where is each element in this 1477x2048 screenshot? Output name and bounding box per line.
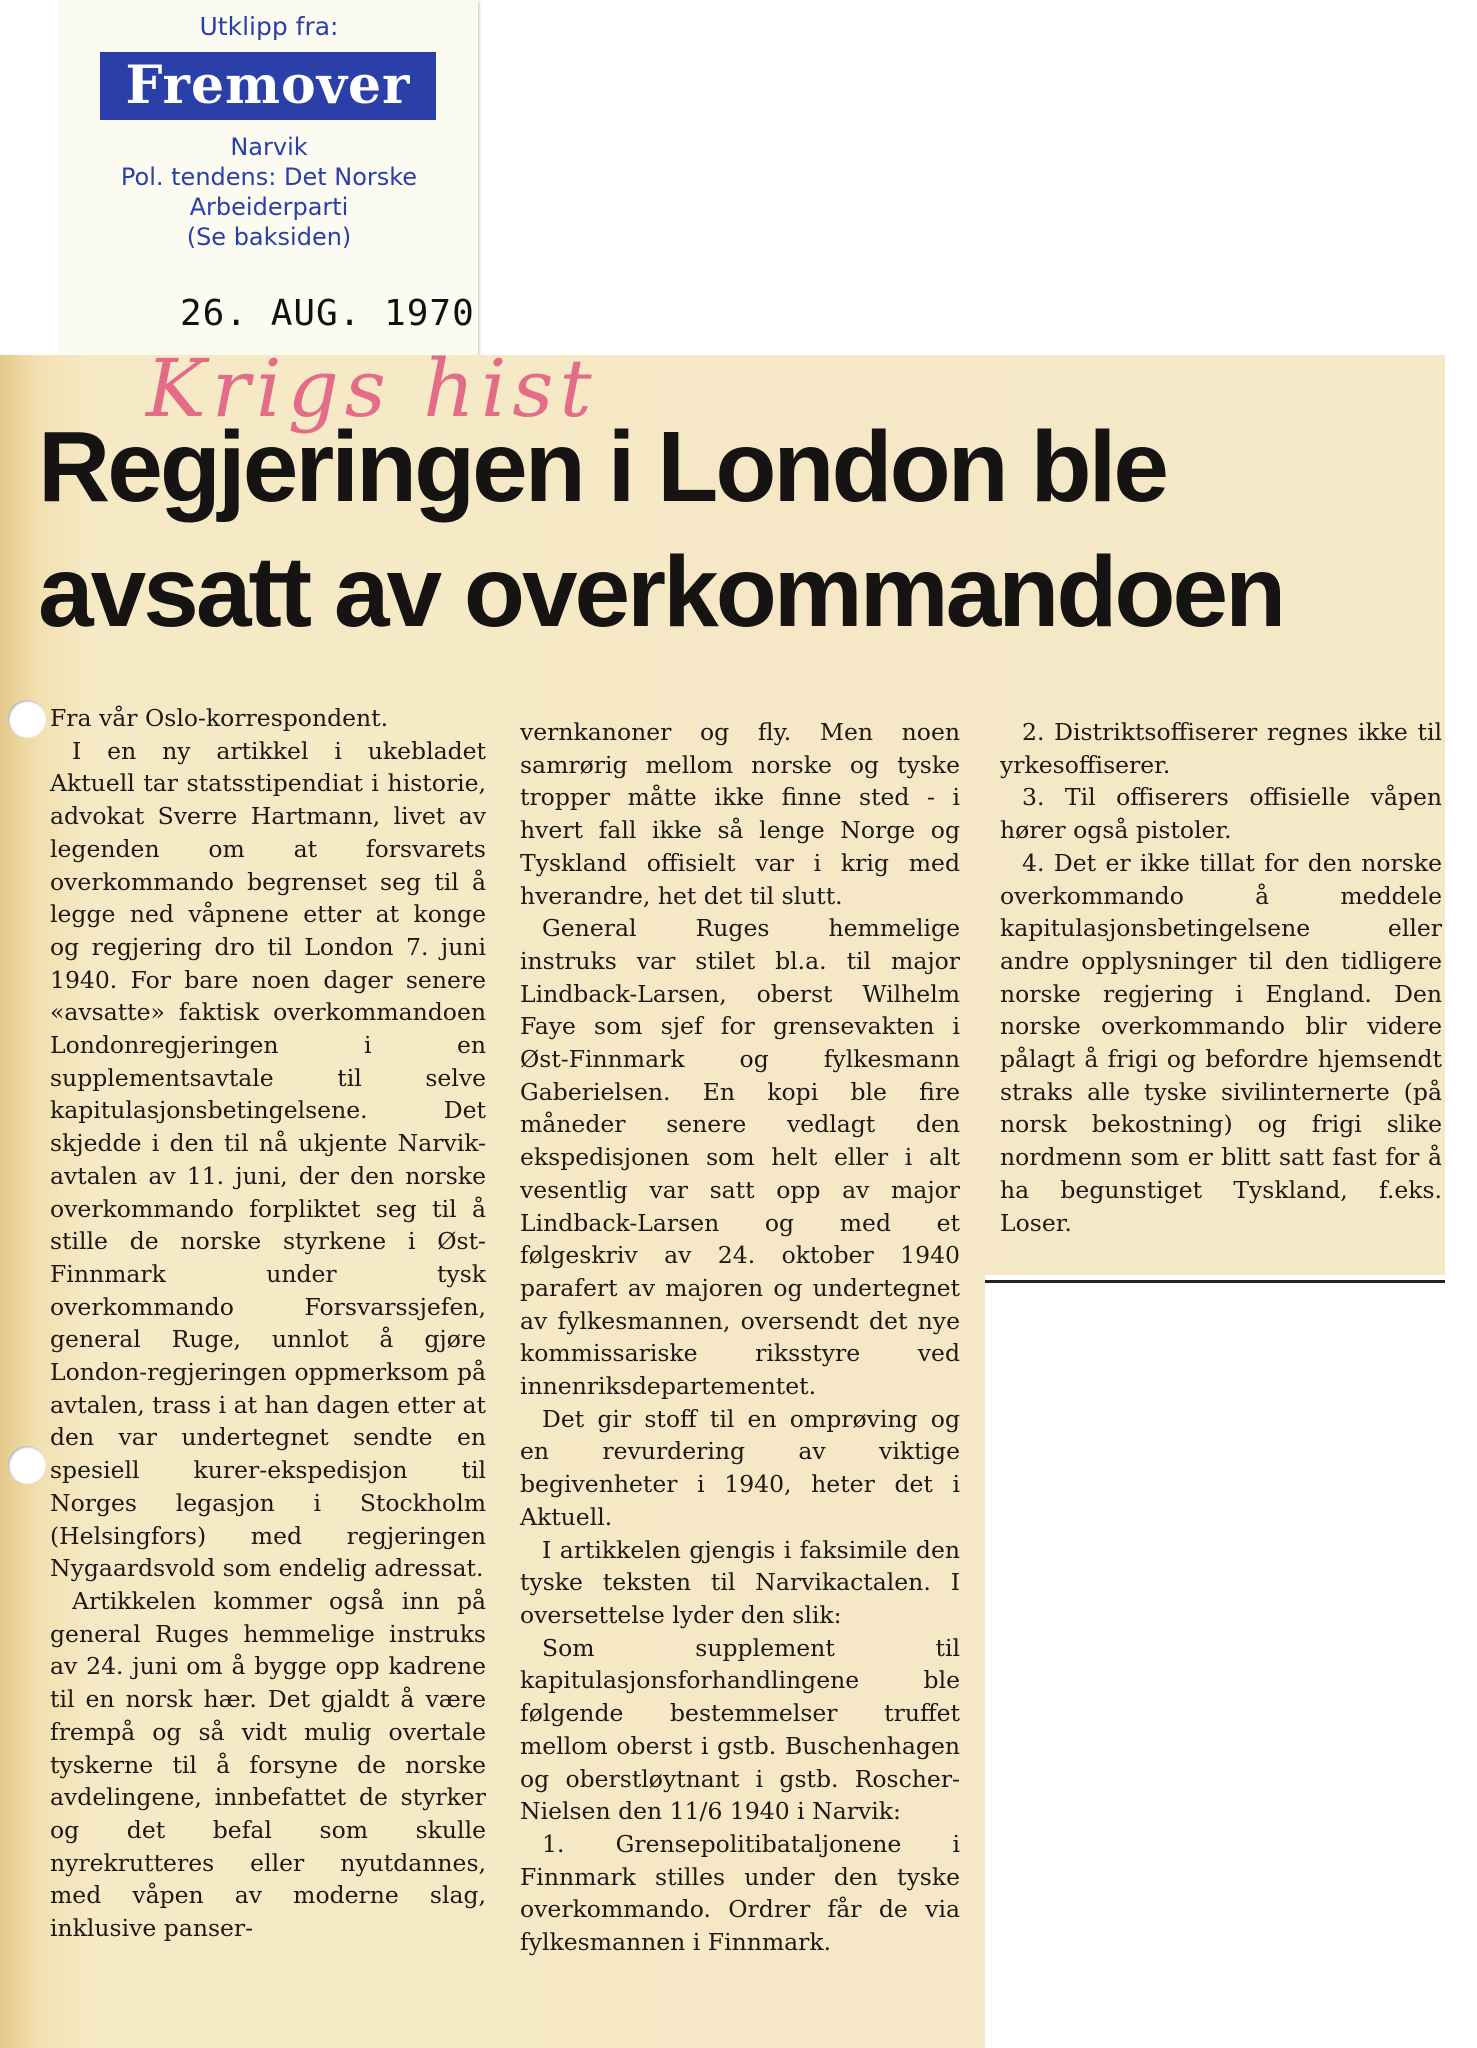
date-stamp: 26. AUG. 1970 xyxy=(180,293,475,334)
article-column-1 xyxy=(50,702,486,1945)
stamp-label: Utklipp fra: xyxy=(199,12,339,41)
column-paragraph: General Ruges hemmelige instruks var stilet bl.a. til major Lindback-Larsen, oberst Wilhelm Faye som sjef for grensevakten i Øst-Finnmark og fylkesmann Gaberielsen. En kopi ble fire måneder senere vedlagt den ekspedisjonen som helt eller i alt vesentlig var satt opp av major Lindback-Larsen og med et følgeskriv av 24. oktober 1940 parafert av majoren og undertegnet av fylkesmannen, oversendt det nye kommissariske riksstyre ved innenriksdepartementet. xyxy=(520,914,960,1401)
column-paragraph: I artikkelen gjengis i faksimile den tyske teksten til Narvikactalen. I oversettelse lyder den slik: xyxy=(520,1535,960,1629)
article-headline xyxy=(38,405,1458,655)
stamp-details xyxy=(60,132,478,252)
column-paragraph: Som supplement til kapitulasjonsforhandlingene ble følgende bestemmelser truffet mellom oberst i gstb. Buschenhagen og oberstløytnant i gstb. Roscher-Nielsen den 11/6 1940 i Narvik: xyxy=(520,1633,960,1826)
column-paragraph: 3. Til offiserers offisielle våpen hører også pistoler. xyxy=(1000,783,1442,845)
newspaper-logo: Fremover xyxy=(100,52,436,120)
column-paragraph: 4. Det er ikke tillat for den norske overkommando å meddele kapitulasjonsbetingelsene eller andre opplysninger til den tidligere norske regjering i England. Den norske overkommando blir videre pålagt å frigi og befordre hjemsendt straks alle tyske sivilinternerte (på norsk bekostning) og frigi slike nordmenn som er blitt satt fast for å ha begunstiget Tyskland, f.eks. Loser. xyxy=(1000,848,1442,1237)
headline-line1: Regjeringen i London ble xyxy=(38,411,1166,523)
end-of-article-rule xyxy=(985,1280,1445,1283)
column-paragraph: 2. Distriktsoffiserer regnes ikke til yrkesoffiserer. xyxy=(1000,718,1442,779)
article-column-3 xyxy=(1000,716,1442,1239)
clipping-cutout xyxy=(985,1275,1477,2048)
stamp-tendency-line1: Pol. tendens: Det Norske xyxy=(120,163,418,191)
stamp-place: Narvik xyxy=(230,133,308,161)
stamp-note: (Se baksiden) xyxy=(186,223,352,251)
article-column-2 xyxy=(520,716,960,1959)
column-paragraph: Det gir stoff til en omprøving og en revurdering av viktige begivenheter i 1940, heter det i Aktuell. xyxy=(520,1404,960,1531)
column-paragraph: vernkanoner og fly. Men noen samrørig mellom norske og tyske tropper måtte ikke finne sted - i hvert fall ikke så lenge Norge og Tyskland offisielt var i krig med hverandre, het det til slutt. xyxy=(520,718,960,910)
punch-hole xyxy=(8,1446,46,1484)
handwritten-annotation: Krigs hist xyxy=(146,342,598,435)
column-paragraph: 1. Grensepolitibataljonene i Finnmark stilles under den tyske overkommando. Ordrer får de via fylkesmannen i Finnmark. xyxy=(520,1829,960,1957)
column-paragraph: I en ny artikkel i ukebladet Aktuell tar statsstipendiat i historie, advokat Sverre Hartmann, livet av legenden om at forsvarets overkommando begrenset seg til å legge ned våpnene etter at konge og regjering dro til London 7. juni 1940. For bare noen dager senere «avsatte» faktisk overkommandoen Londonregjeringen i en supplementsavtale til selve kapitulasjonsbetingelsene. Det skjedde i den til nå ukjente Narvik-avtalen av 11. juni, der den norske overkommando forpliktet seg til å stille de norske styrkene i Øst-Finnmark under tysk overkommando Forsvarssjefen, general Ruge, unnlot å gjøre London-regjeringen oppmerksom på avtalen, trass i at han dagen etter at den var undertegnet sendte en spesiell kurer-ekspedisjon til Norges legasjon i Stockholm (Helsingfors) med regjeringen Nygaardsvold som endelig adressat. xyxy=(50,736,486,1583)
stamp-tendency-line2: Arbeiderparti xyxy=(189,193,349,221)
clipping-stamp xyxy=(60,0,478,360)
column-paragraph: Fra vår Oslo-korrespondent. xyxy=(50,704,389,732)
column-paragraph: Artikkelen kommer også inn på general Ruges hemmelige instruks av 24. juni om å bygge opp kadrene til en norsk hær. Det gjaldt å være frempå og så vidt mulig overtale tyskerne til å forsyne de norske avdelingene, innbefattet de styrker og det befal som skulle nyrekrutteres eller nyutdannes, med våpen av moderne slag, inklusive panser- xyxy=(50,1586,486,1943)
headline-line2: avsatt av overkommandoen xyxy=(38,536,1284,648)
punch-hole xyxy=(8,700,46,738)
